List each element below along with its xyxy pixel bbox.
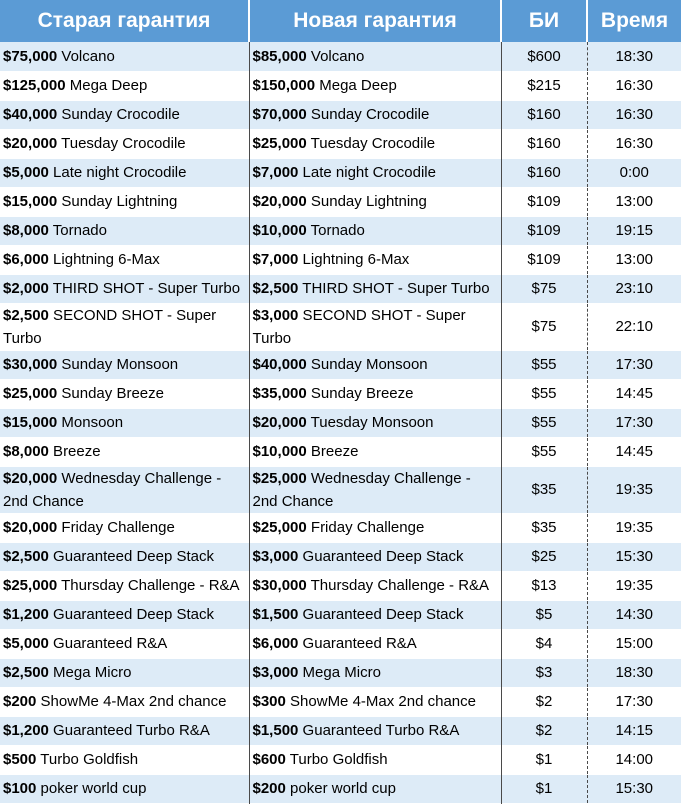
old-amount: $15,000 [3, 193, 58, 210]
new-amount: $35,000 [252, 385, 307, 402]
buy-in-cell: $55 [501, 437, 587, 466]
buy-in-cell: $55 [501, 408, 587, 437]
time-cell: 19:35 [587, 466, 681, 513]
old-guarantee-cell [0, 774, 249, 803]
old-tournament-name: Monsoon [57, 414, 124, 431]
old-tournament-name: Sunday Lightning [57, 193, 178, 210]
new-amount: $85,000 [252, 47, 307, 65]
old-guarantee-cell [0, 513, 249, 542]
old-tournament-name: Mega Deep [65, 77, 148, 94]
buy-in-cell: $109 [501, 245, 587, 274]
new-guarantee-cell [249, 100, 501, 129]
buy-in-cell: $1 [501, 774, 587, 803]
new-amount: $2,500 [252, 280, 299, 297]
table-row [0, 542, 681, 571]
old-guarantee-cell [0, 303, 249, 350]
new-guarantee-cell [249, 542, 501, 571]
old-tournament-name: Friday Challenge [57, 519, 175, 536]
old-amount: $6,000 [3, 251, 49, 268]
old-guarantee-cell [0, 350, 249, 379]
new-tournament-name: Tornado [306, 222, 365, 239]
time-cell: 14:15 [587, 716, 681, 745]
time-cell: 18:30 [587, 42, 681, 71]
new-tournament-name: Mega Deep [315, 77, 397, 94]
table-row [0, 187, 681, 216]
new-amount: $7,000 [252, 251, 299, 268]
old-tournament-name: poker world cup [36, 780, 147, 797]
new-guarantee-cell [249, 437, 501, 466]
buy-in-cell: $35 [501, 513, 587, 542]
old-guarantee-cell [0, 245, 249, 274]
table-row [0, 466, 681, 513]
new-guarantee-cell [249, 466, 501, 513]
old-guarantee-cell [0, 187, 249, 216]
old-amount: $2,000 [3, 280, 49, 297]
time-cell: 14:45 [587, 379, 681, 408]
new-tournament-name: Wednesday Challenge - 2nd Chance [252, 469, 471, 510]
old-tournament-name: Guaranteed Deep Stack [48, 548, 214, 565]
buy-in-cell: $2 [501, 716, 587, 745]
new-amount: $150,000 [252, 77, 316, 94]
time-cell: 23:10 [587, 274, 681, 303]
new-amount: $30,000 [252, 577, 307, 594]
old-guarantee-cell [0, 745, 249, 774]
table-row [0, 658, 681, 687]
table-row [0, 716, 681, 745]
table-row [0, 42, 681, 71]
old-tournament-name: Turbo Goldfish [36, 751, 139, 768]
new-tournament-name: ShowMe 4-Max 2nd chance [285, 693, 476, 710]
table-row [0, 350, 681, 379]
old-guarantee-cell [0, 687, 249, 716]
time-cell: 15:30 [587, 542, 681, 571]
old-tournament-name: THIRD SHOT - Super Turbo [48, 280, 241, 297]
old-tournament-name: Sunday Breeze [57, 385, 164, 402]
new-amount: $10,000 [252, 222, 307, 239]
time-cell: 15:30 [587, 774, 681, 803]
new-guarantee-cell [249, 658, 501, 687]
new-guarantee-cell [249, 379, 501, 408]
table-row [0, 513, 681, 542]
new-guarantee-cell [249, 71, 501, 100]
old-guarantee-cell [0, 216, 249, 245]
time-cell: 14:00 [587, 745, 681, 774]
new-amount: $7,000 [252, 164, 299, 181]
new-tournament-name: Thursday Challenge - R&A [306, 577, 490, 594]
new-guarantee-cell [249, 129, 501, 158]
old-tournament-name: SECOND SHOT - Super Turbo [3, 306, 217, 347]
table-row [0, 629, 681, 658]
old-amount: $200 [3, 693, 37, 710]
old-tournament-name: Tuesday Crocodile [57, 135, 186, 152]
table-row [0, 71, 681, 100]
old-guarantee-cell [0, 100, 249, 129]
old-guarantee-cell [0, 466, 249, 513]
old-tournament-name: Sunday Monsoon [57, 356, 179, 373]
buy-in-cell: $25 [501, 542, 587, 571]
old-amount: $125,000 [3, 77, 66, 94]
old-amount: $15,000 [3, 414, 58, 431]
table-row [0, 274, 681, 303]
new-tournament-name: Breeze [306, 443, 359, 460]
new-guarantee-cell [249, 42, 501, 71]
old-guarantee-cell [0, 274, 249, 303]
old-amount: $8,000 [3, 222, 49, 239]
header-row [0, 0, 681, 42]
header-buy-in: БИ [501, 0, 587, 42]
old-amount: $100 [3, 780, 37, 797]
old-tournament-name: ShowMe 4-Max 2nd chance [36, 693, 227, 710]
table-header [0, 0, 681, 42]
table-row [0, 774, 681, 803]
new-amount: $200 [252, 780, 286, 797]
old-amount: $1,200 [3, 606, 49, 623]
header-new-guarantee: Новая гарантия [249, 0, 501, 42]
time-cell: 19:15 [587, 216, 681, 245]
buy-in-cell: $13 [501, 571, 587, 600]
old-amount: $20,000 [3, 135, 58, 152]
new-guarantee-cell [249, 571, 501, 600]
table-row [0, 600, 681, 629]
old-amount: $2,500 [3, 306, 49, 324]
new-guarantee-cell [249, 716, 501, 745]
new-tournament-name: Lightning 6-Max [298, 251, 410, 268]
old-guarantee-cell [0, 408, 249, 437]
time-cell: 13:00 [587, 187, 681, 216]
table-row [0, 245, 681, 274]
new-tournament-name: Guaranteed R&A [298, 635, 417, 652]
old-guarantee-cell [0, 437, 249, 466]
new-tournament-name: Late night Crocodile [298, 164, 436, 181]
table-row [0, 303, 681, 350]
old-amount: $5,000 [3, 164, 49, 181]
old-amount: $8,000 [3, 443, 49, 460]
old-guarantee-cell [0, 571, 249, 600]
new-amount: $300 [252, 693, 286, 710]
new-guarantee-cell [249, 274, 501, 303]
buy-in-cell: $75 [501, 303, 587, 350]
new-amount: $600 [252, 751, 286, 768]
old-guarantee-cell [0, 658, 249, 687]
time-cell: 16:30 [587, 100, 681, 129]
new-tournament-name: THIRD SHOT - Super Turbo [298, 280, 490, 297]
old-amount: $1,200 [3, 722, 49, 739]
table-row [0, 216, 681, 245]
new-guarantee-cell [249, 350, 501, 379]
header-old-guarantee: Старая гарантия [0, 0, 249, 42]
header-time: Время [587, 0, 681, 42]
buy-in-cell: $160 [501, 100, 587, 129]
new-tournament-name: Mega Micro [298, 664, 381, 681]
new-amount: $1,500 [252, 606, 299, 623]
table-row [0, 437, 681, 466]
new-amount: $6,000 [252, 635, 299, 652]
old-amount: $25,000 [3, 385, 58, 402]
time-cell: 16:30 [587, 71, 681, 100]
new-guarantee-cell [249, 303, 501, 350]
old-guarantee-cell [0, 600, 249, 629]
new-tournament-name: Sunday Breeze [306, 385, 414, 402]
old-amount: $2,500 [3, 664, 49, 681]
table-body [0, 42, 681, 803]
buy-in-cell: $2 [501, 687, 587, 716]
new-tournament-name: Sunday Crocodile [306, 106, 430, 123]
old-guarantee-cell [0, 129, 249, 158]
new-guarantee-cell [249, 629, 501, 658]
buy-in-cell: $5 [501, 600, 587, 629]
table-row [0, 100, 681, 129]
buy-in-cell: $160 [501, 129, 587, 158]
old-tournament-name: Thursday Challenge - R&A [57, 577, 240, 594]
buy-in-cell: $109 [501, 187, 587, 216]
buy-in-cell: $55 [501, 379, 587, 408]
new-guarantee-cell [249, 187, 501, 216]
new-amount: $3,000 [252, 306, 299, 324]
new-tournament-name: Sunday Monsoon [306, 356, 428, 373]
old-tournament-name: Lightning 6-Max [48, 251, 160, 268]
new-amount: $3,000 [252, 548, 299, 565]
new-amount: $3,000 [252, 664, 299, 681]
time-cell: 18:30 [587, 658, 681, 687]
old-guarantee-cell [0, 542, 249, 571]
buy-in-cell: $75 [501, 274, 587, 303]
new-tournament-name: Guaranteed Deep Stack [298, 548, 464, 565]
new-tournament-name: Tuesday Monsoon [306, 414, 434, 431]
new-tournament-name: SECOND SHOT - Super Turbo [252, 306, 466, 347]
new-guarantee-cell [249, 245, 501, 274]
new-tournament-name: Volcano [306, 47, 365, 65]
new-guarantee-cell [249, 774, 501, 803]
buy-in-cell: $215 [501, 71, 587, 100]
old-amount: $30,000 [3, 356, 58, 373]
new-tournament-name: Friday Challenge [306, 519, 425, 536]
new-tournament-name: Turbo Goldfish [285, 751, 388, 768]
new-guarantee-cell [249, 600, 501, 629]
old-guarantee-cell [0, 629, 249, 658]
new-amount: $25,000 [252, 519, 307, 536]
old-amount: $500 [3, 751, 37, 768]
old-amount: $20,000 [3, 469, 58, 487]
new-guarantee-cell [249, 408, 501, 437]
new-amount: $1,500 [252, 722, 299, 739]
table-row [0, 745, 681, 774]
old-tournament-name: Late night Crocodile [48, 164, 187, 181]
buy-in-cell: $109 [501, 216, 587, 245]
old-amount: $75,000 [3, 47, 58, 65]
new-amount: $20,000 [252, 414, 307, 431]
new-tournament-name: Sunday Lightning [306, 193, 427, 210]
table-row [0, 158, 681, 187]
buy-in-cell: $160 [501, 158, 587, 187]
time-cell: 14:30 [587, 600, 681, 629]
time-cell: 16:30 [587, 129, 681, 158]
buy-in-cell: $35 [501, 466, 587, 513]
new-tournament-name: Guaranteed Turbo R&A [298, 722, 460, 739]
new-guarantee-cell [249, 687, 501, 716]
old-amount: $25,000 [3, 577, 58, 594]
old-tournament-name: Breeze [48, 443, 101, 460]
old-tournament-name: Guaranteed Deep Stack [48, 606, 214, 623]
new-amount: $25,000 [252, 469, 307, 487]
new-amount: $25,000 [252, 135, 307, 152]
time-cell: 19:35 [587, 571, 681, 600]
new-amount: $70,000 [252, 106, 307, 123]
old-tournament-name: Sunday Crocodile [57, 106, 180, 123]
new-amount: $20,000 [252, 193, 307, 210]
buy-in-cell: $600 [501, 42, 587, 71]
buy-in-cell: $3 [501, 658, 587, 687]
new-guarantee-cell [249, 513, 501, 542]
time-cell: 0:00 [587, 158, 681, 187]
old-tournament-name: Guaranteed Turbo R&A [48, 722, 210, 739]
new-amount: $40,000 [252, 356, 307, 373]
old-tournament-name: Tornado [48, 222, 107, 239]
old-guarantee-cell [0, 379, 249, 408]
table-row [0, 379, 681, 408]
time-cell: 14:45 [587, 437, 681, 466]
old-guarantee-cell [0, 71, 249, 100]
table-row [0, 571, 681, 600]
buy-in-cell: $55 [501, 350, 587, 379]
new-guarantee-cell [249, 158, 501, 187]
time-cell: 15:00 [587, 629, 681, 658]
old-tournament-name: Mega Micro [48, 664, 132, 681]
buy-in-cell: $4 [501, 629, 587, 658]
time-cell: 17:30 [587, 408, 681, 437]
new-guarantee-cell [249, 745, 501, 774]
time-cell: 17:30 [587, 350, 681, 379]
old-tournament-name: Guaranteed R&A [48, 635, 168, 652]
time-cell: 19:35 [587, 513, 681, 542]
old-guarantee-cell [0, 42, 249, 71]
old-guarantee-cell [0, 158, 249, 187]
new-tournament-name: Tuesday Crocodile [306, 135, 436, 152]
old-tournament-name: Wednesday Challenge - 2nd Chance [3, 469, 222, 510]
old-tournament-name: Volcano [57, 47, 115, 65]
new-guarantee-cell [249, 216, 501, 245]
old-amount: $20,000 [3, 519, 58, 536]
old-amount: $5,000 [3, 635, 49, 652]
buy-in-cell: $1 [501, 745, 587, 774]
new-tournament-name: poker world cup [285, 780, 396, 797]
time-cell: 13:00 [587, 245, 681, 274]
time-cell: 22:10 [587, 303, 681, 350]
table-row [0, 408, 681, 437]
old-amount: $40,000 [3, 106, 58, 123]
old-guarantee-cell [0, 716, 249, 745]
old-amount: $2,500 [3, 548, 49, 565]
table-row [0, 687, 681, 716]
time-cell: 17:30 [587, 687, 681, 716]
table-row [0, 129, 681, 158]
new-tournament-name: Guaranteed Deep Stack [298, 606, 464, 623]
new-amount: $10,000 [252, 443, 307, 460]
